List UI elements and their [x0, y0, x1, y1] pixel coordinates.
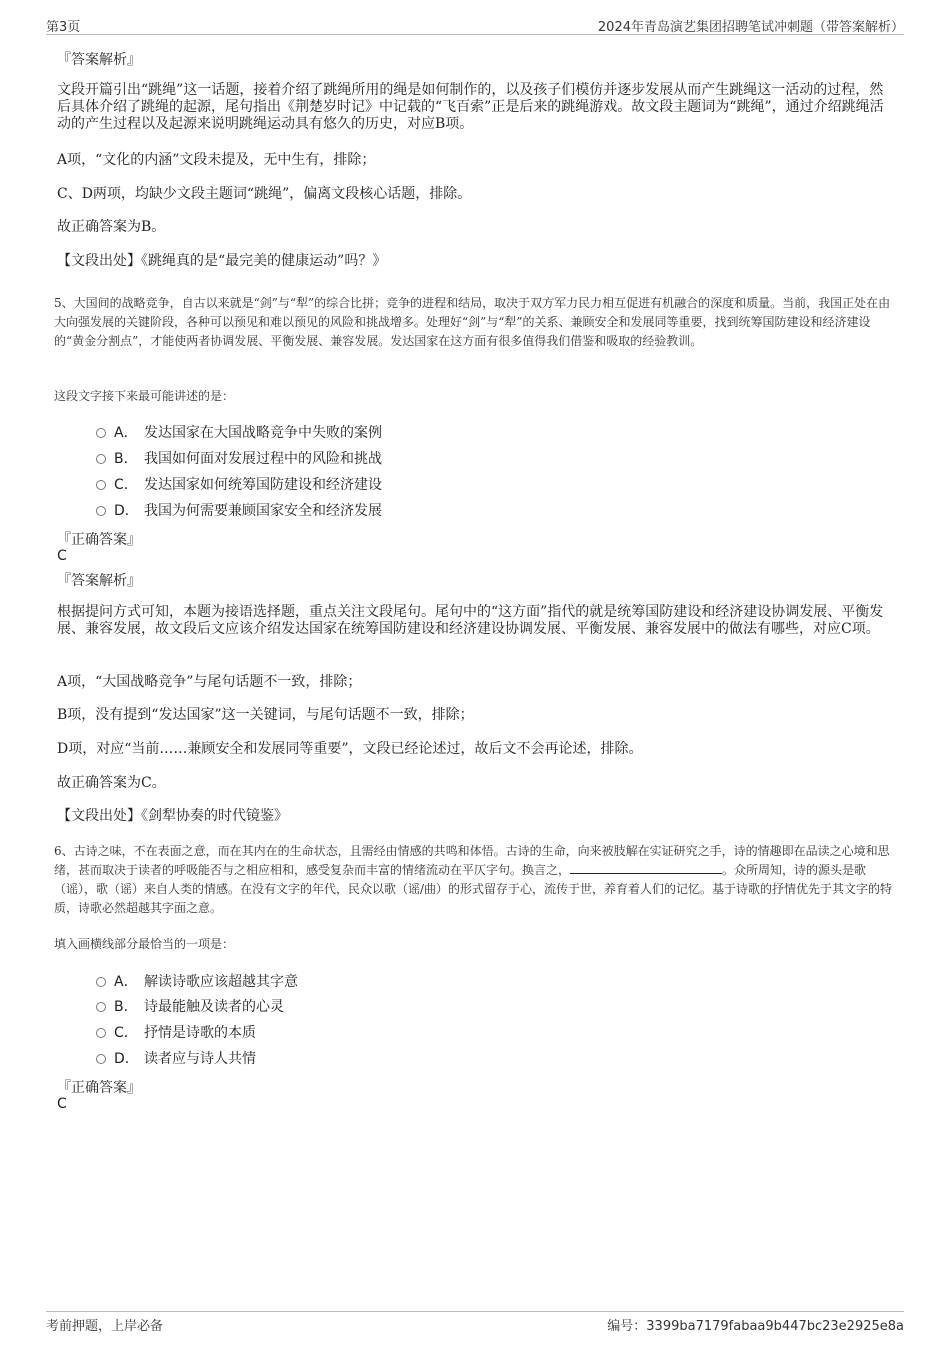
- radio-icon[interactable]: [96, 428, 106, 438]
- fill-in-blank: [570, 861, 722, 874]
- radio-icon[interactable]: [96, 480, 106, 490]
- option-letter: A．: [114, 425, 138, 441]
- q4-analysis-option-a: A项，“文化的内涵”文段未提及，无中生有，排除；: [57, 152, 376, 168]
- option-letter: D．: [114, 503, 139, 519]
- option-letter: D．: [114, 1051, 139, 1067]
- option-letter: C．: [114, 1025, 138, 1041]
- q5-answer-label: 『正确答案』: [57, 532, 141, 548]
- page-header: [46, 14, 904, 35]
- option-text: 抒情是诗歌的本质: [144, 1025, 256, 1041]
- radio-icon[interactable]: [96, 506, 106, 516]
- option-text: 发达国家如何统筹国防建设和经济建设: [144, 477, 382, 493]
- radio-icon[interactable]: [96, 1028, 106, 1038]
- q5-analysis-option-d: D项，对应“当前……兼顾安全和发展同等重要”，文段已经论述过，故后文不会再论述，排除。: [57, 741, 643, 757]
- option-letter: C．: [114, 477, 138, 493]
- q5-analysis-option-b: B项，没有提到“发达国家”这一关键词，与尾句话题不一致，排除；: [57, 707, 474, 723]
- q5-answer: C: [57, 548, 67, 564]
- q5-option-b[interactable]: [96, 450, 382, 468]
- option-text: 我国为何需要兼顾国家安全和经济发展: [144, 503, 382, 519]
- q6-question: 填入画横线部分最恰当的一项是：: [54, 937, 235, 951]
- q6-option-c[interactable]: [96, 1024, 256, 1042]
- q5-option-c[interactable]: [96, 476, 382, 494]
- radio-icon[interactable]: [96, 1054, 106, 1064]
- q5-option-d[interactable]: [96, 502, 382, 520]
- radio-icon[interactable]: [96, 454, 106, 464]
- document-id: 编号：3399ba7179fabaa9b447bc23e2925e8a: [607, 1319, 904, 1334]
- q5-analysis-conclusion: 故正确答案为C。: [57, 775, 166, 791]
- q6-option-a[interactable]: [96, 973, 298, 991]
- option-text: 我国如何面对发展过程中的风险和挑战: [144, 451, 382, 467]
- option-text: 读者应与诗人共情: [144, 1051, 256, 1067]
- q6-answer: C: [57, 1096, 67, 1112]
- footer-slogan: 考前押题，上岸必备: [46, 1319, 164, 1334]
- q6-option-d[interactable]: [96, 1050, 256, 1068]
- option-letter: B．: [114, 999, 138, 1015]
- option-letter: B．: [114, 451, 138, 467]
- q5-analysis-label: 『答案解析』: [57, 573, 141, 589]
- document-title: 2024年青岛演艺集团招聘笔试冲刺题（带答案解析）: [597, 20, 904, 35]
- q4-analysis-label: 『答案解析』: [57, 52, 141, 68]
- q6-stem-before: 6、古诗之味，不在表面之意，而在其内在的生命状态，且需经由情感的共鸣和体悟。古诗的生命，向来被肢解在实证研究之手，诗的情趣即在品读之心境和思绪，甚而取决于读者的呼吸能否与之相应相和，感受复杂而丰富的情绪流动在平仄字句。换言之，: [54, 844, 890, 877]
- q6-stem: [54, 842, 896, 918]
- option-text: 诗最能触及读者的心灵: [144, 999, 284, 1015]
- q4-analysis-conclusion: 故正确答案为B。: [57, 219, 166, 235]
- q5-question: 这段文字接下来最可能讲述的是：: [54, 389, 235, 403]
- q5-option-a[interactable]: [96, 424, 382, 442]
- q4-analysis-paragraph: 文段开篇引出“跳绳”这一话题，接着介绍了跳绳所用的绳是如何制作的，以及孩子们模仿并逐步发展从而产生跳绳这一活动的过程，然后具体介绍了跳绳的起源，尾句指出《荆楚岁时记》中记载的“飞百索”正是后来的跳绳游戏。故文段主题词为“跳绳”，通过介绍跳绳活动的产生过程以及起源来说明跳绳运动具有悠久的历史，对应B项。: [57, 82, 884, 132]
- radio-icon[interactable]: [96, 1002, 106, 1012]
- q4-source: 【文段出处】《跳绳真的是“最完美的健康运动”吗？》: [57, 253, 387, 269]
- q6-stem-after: 。众所周知，诗的源头是歌（谣），歌（谣）来自人类的情感。在没有文字的年代，民众以歌（谣/曲）的形式留存于心，流传于世，养育着人们的记忆。基于诗歌的抒情优先于其文字的特质，诗歌必然超越其字面之意。: [54, 863, 893, 915]
- option-letter: A．: [114, 974, 138, 990]
- page-number: 第3页: [46, 20, 81, 35]
- q5-source: 【文段出处】《剑犁协奏的时代镜鉴》: [57, 808, 288, 824]
- q5-analysis-paragraph: 根据提问方式可知，本题为接语选择题，重点关注文段尾句。尾句中的“这方面”指代的就是统筹国防建设和经济建设协调发展、平衡发展、兼容发展，故文段后文应该介绍发达国家在统筹国防建设和经济建设协调发展、平衡发展、兼容发展中的做法有哪些，对应C项。: [57, 604, 884, 637]
- option-text: 解读诗歌应该超越其字意: [144, 974, 298, 990]
- q6-answer-label: 『正确答案』: [57, 1080, 141, 1096]
- q5-stem: 5、大国间的战略竞争，自古以来就是“剑”与“犁”的综合比拼；竞争的进程和结局，取决于双方军力民力相互促进有机融合的深度和质量。当前，我国正处在由大向强发展的关键阶段，各种可以预见和难以预见的风险和挑战增多。处理好“剑”与“犁”的关系、兼顾安全和发展同等重要，找到统筹国防建设和经济建设的“黄金分割点”，才能使两者协调发展、平衡发展、兼容发展。发达国家在这方面有很多值得我们借鉴和吸取的经验教训。: [54, 296, 891, 348]
- q6-option-b[interactable]: [96, 998, 284, 1016]
- q4-analysis-option-cd: C、D两项，均缺少文段主题词“跳绳”，偏离文段核心话题，排除。: [57, 186, 472, 202]
- radio-icon[interactable]: [96, 977, 106, 987]
- q5-analysis-option-a: A项，“大国战略竞争”与尾句话题不一致，排除；: [57, 674, 362, 690]
- option-text: 发达国家在大国战略竞争中失败的案例: [144, 425, 382, 441]
- page-footer: [46, 1311, 904, 1334]
